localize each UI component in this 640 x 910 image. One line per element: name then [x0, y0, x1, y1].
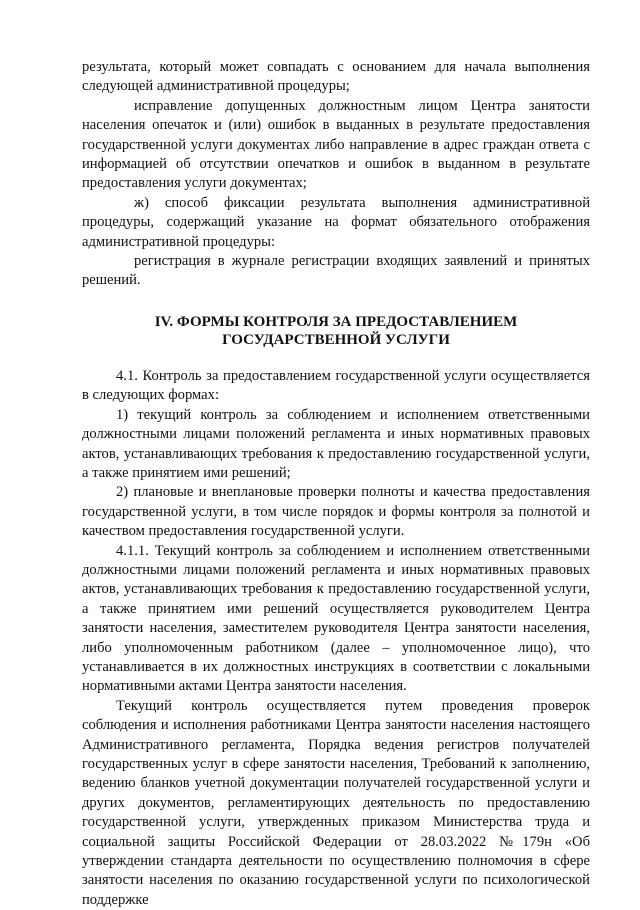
document-body	[82, 58, 590, 910]
section-heading	[82, 313, 590, 349]
paragraph: исправление допущенных должностным лицом Центра занятости населения опечаток и (или) ошибок в выданных в результате предоставления государственной услуги документах либо направление в адрес граждан ответа с информацией об отсутствии опечатков и ошибок в выданном в результате предоставления услуги документах;	[82, 97, 590, 192]
paragraph: регистрация в журнале регистрации входящих заявлений и принятых решений.	[82, 253, 590, 289]
paragraph: 1) текущий контроль за соблюдением и исполнением ответственными должностными лицами положений регламента и иных нормативных правовых актов, устанавливающих требования к предоставлению государственной услуги, а также принятием ими решений;	[82, 406, 590, 481]
section-heading-line-2: ГОСУДАРСТВЕННОЙ УСЛУГИ	[222, 331, 450, 348]
paragraph: ж) способ фиксации результата выполнения административной процедуры, содержащий указание на формат обязательного отображения административной процедуры:	[82, 194, 590, 250]
paragraph: Текущий контроль осуществляется путем проведения проверок соблюдения и исполнения работниками Центра занятости населения настоящего Административного регламента, Порядка ведения регистров получателей государственных услуг в сфере занятости населения, Требований к заполнению, ведению бланков учетной документации получателей государственной услуги и других документов, регламентирующих деятельность по предоставлению государственной услуги, утвержденных приказом Министерства труда и социальной защиты Российской Федерации от 28.03.2022 №179н «Об утверждении стандарта деятельности по осуществлению полномочия в сфере занятости населения по оказанию государственной услуги по психологической поддержке	[82, 697, 590, 908]
paragraph: 4.1.1. Текущий контроль за соблюдением и исполнением ответственными должностными лицами положений регламента и иных нормативных правовых актов, устанавливающих требования к предоставлению государственной услуги, а также принятием ими решений осуществляется руководителем Центра занятости населения, заместителем руководителя Центра занятости населения, либо уполномоченным работником (далее – уполномоченное лицо), что устанавливается в их должностных инструкциях в соответствии с локальными нормативными актами Центра занятости населения.	[82, 542, 590, 695]
section-heading-line-1: IV. ФОРМЫ КОНТРОЛЯ ЗА ПРЕДОСТАВЛЕНИЕМ	[154, 313, 518, 330]
paragraph: результата, который может совпадать с основанием для начала выполнения следующей административной процедуры;	[82, 59, 590, 95]
paragraph: 2) плановые и внеплановые проверки полноты и качества предоставления государственной услуги, в том числе порядок и формы контроля за полнотой и качеством предоставления государственной услуги.	[82, 484, 590, 540]
paragraph: 4.1. Контроль за предоставлением государственной услуги осуществляется в следующих формах:	[82, 367, 590, 404]
